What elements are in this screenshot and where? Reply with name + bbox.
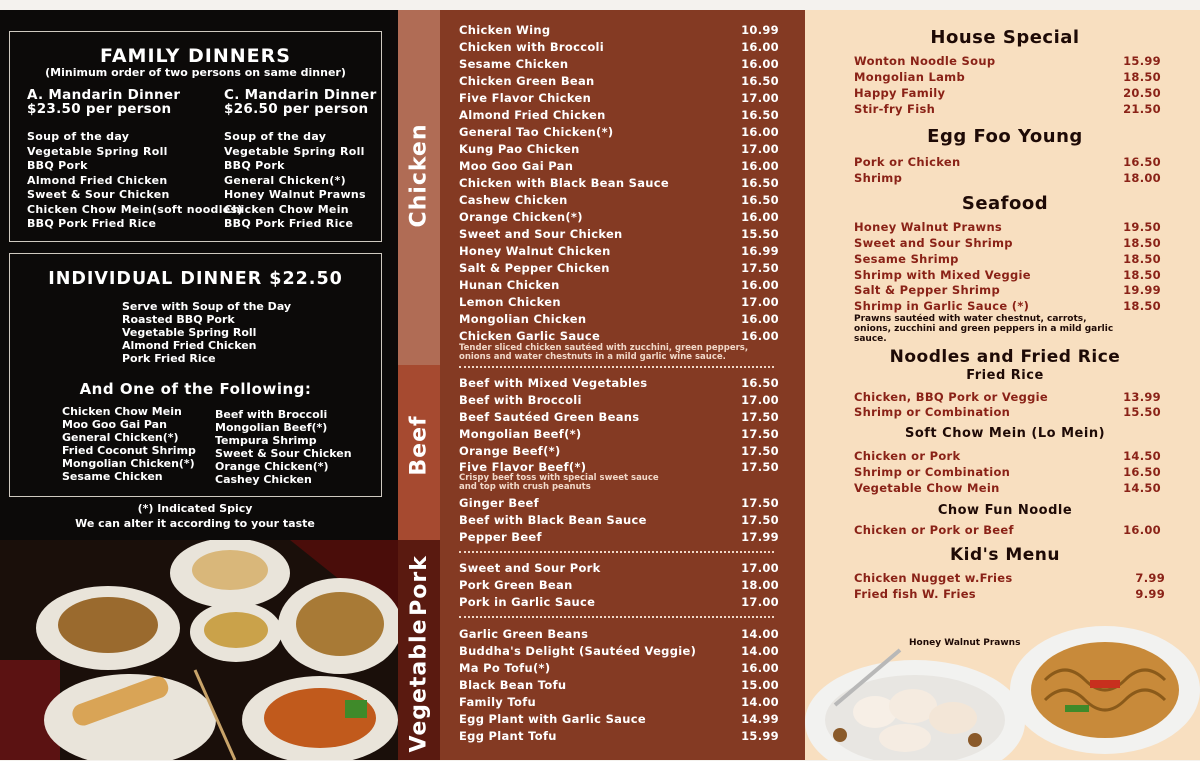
- dinner-a: [27, 88, 243, 232]
- list-item: Almond Fried Chicken: [27, 173, 168, 187]
- menu-item: Honey Walnut Prawns 19.50: [854, 220, 1161, 234]
- dinner-a-name: A. Mandarin Dinner: [27, 87, 181, 103]
- choose-one-heading: And One of the Following:: [79, 380, 312, 398]
- list-item: Mongolian Chicken(*): [62, 457, 195, 470]
- menu-item: Sweet and Sour Shrimp 18.50: [854, 236, 1161, 250]
- section-divider: [459, 366, 774, 368]
- menu-item: Beef with Black Bean Sauce 17.50: [459, 513, 779, 527]
- menu-item: Beef with Broccoli 17.00: [459, 393, 779, 407]
- menu-item: Family Tofu 14.00: [459, 695, 779, 709]
- individual-dinner-box: [9, 253, 382, 497]
- list-item: Beef with Broccoli: [215, 408, 328, 421]
- fried-rice-title: Fried Rice: [966, 368, 1044, 383]
- family-dinners-box: [9, 31, 382, 242]
- menu-item: Happy Family 20.50: [854, 86, 1161, 100]
- seafood-description: Prawns sautéed with water chestnut, carrots, onions, zucchini and green peppers in a mild garlic sauce.: [854, 314, 1114, 344]
- list-item: Tempura Shrimp: [215, 434, 317, 447]
- menu-item: Chicken Wing 10.99: [459, 23, 779, 37]
- chow-mein-title: Soft Chow Mein (Lo Mein): [904, 426, 1106, 441]
- list-item: BBQ Pork: [27, 159, 88, 172]
- menu-item: Vegetable Chow Mein 14.50: [854, 481, 1161, 495]
- menu-item: Honey Walnut Chicken 16.99: [459, 244, 779, 258]
- menu-item: Sweet and Sour Chicken 15.50: [459, 227, 779, 241]
- list-item: BBQ Pork: [224, 159, 285, 172]
- section-divider: [459, 616, 774, 618]
- menu-item: Chicken Green Bean 16.50: [459, 74, 779, 88]
- menu-item: Shrimp 18.00: [854, 171, 1161, 185]
- dinner-a-price: $23.50 per person: [27, 101, 172, 117]
- menu-item: Mongolian Chicken 16.00: [459, 312, 779, 326]
- menu-item: Moo Goo Gai Pan 16.00: [459, 159, 779, 173]
- noodles-title: Noodles and Fried Rice: [889, 347, 1121, 367]
- right-panel: [805, 10, 1200, 760]
- list-item: Sesame Chicken: [62, 470, 163, 483]
- menu-item: Garlic Green Beans 14.00: [459, 627, 779, 641]
- pork-section-label: Pork: [406, 554, 432, 616]
- menu-item: Wonton Noodle Soup 15.99: [854, 54, 1161, 68]
- individual-includes: [122, 300, 291, 365]
- list-item: Orange Chicken(*): [215, 460, 329, 473]
- family-dinners-title: FAMILY DINNERS: [100, 45, 291, 67]
- menu-item: Sweet and Sour Pork 17.00: [459, 561, 779, 575]
- menu-item: Chicken Garlic Sauce 16.00: [459, 329, 779, 343]
- middle-panel: [398, 10, 805, 760]
- menu-item: Beef Sautéed Green Beans 17.50: [459, 410, 779, 424]
- menu-item: Mongolian Lamb 18.50: [854, 70, 1161, 84]
- menu-item: Beef with Mixed Vegetables 16.50: [459, 376, 779, 390]
- choice-list-left: [62, 405, 196, 483]
- menu-item: Five Flavor Beef(*) 17.50: [459, 460, 779, 474]
- menu-item: Lemon Chicken 17.00: [459, 295, 779, 309]
- list-item: BBQ Pork Fried Rice: [224, 217, 354, 230]
- menu-item: Salt & Pepper Shrimp 19.99: [854, 283, 1161, 297]
- menu-item: Buddha's Delight (Sautéed Veggie) 14.00: [459, 644, 779, 658]
- menu-item: Chicken or Pork or Beef 16.00: [854, 523, 1161, 537]
- menu-item: Pork or Chicken 16.50: [854, 155, 1161, 169]
- menu-item: General Tao Chicken(*) 16.00: [459, 125, 779, 139]
- list-item: Vegetable Spring Roll: [27, 144, 168, 158]
- dinner-a-items: [27, 130, 243, 232]
- menu-item: Kung Pao Chicken 17.00: [459, 142, 779, 156]
- individual-dinner-title: INDIVIDUAL DINNER $22.50: [48, 269, 343, 289]
- list-item: Roasted BBQ Pork: [122, 313, 235, 326]
- menu-item: Shrimp with Mixed Veggie 18.50: [854, 268, 1161, 282]
- section-divider: [459, 551, 774, 553]
- menu-item: Egg Plant Tofu 15.99: [459, 729, 779, 743]
- list-item: Fried Coconut Shrimp: [62, 444, 196, 457]
- beef-section-label: Beef: [406, 414, 432, 476]
- chicken-garlic-description: Tender sliced chicken sautéed with zucchini, green peppers, onions and water chestnuts in a mild garlic wine sauce.: [459, 343, 749, 362]
- list-item: Honey Walnut Prawns: [224, 188, 366, 201]
- menu-item: Black Bean Tofu 15.00: [459, 678, 779, 692]
- house-special-title: House Special: [930, 27, 1080, 48]
- menu-item: Pepper Beef 17.99: [459, 530, 779, 544]
- menu-item: Pork Green Bean 18.00: [459, 578, 779, 592]
- menu-item: Chicken, BBQ Pork or Veggie 13.99: [854, 390, 1161, 404]
- menu-item: Egg Plant with Garlic Sauce 14.99: [459, 712, 779, 726]
- seafood-title: Seafood: [961, 193, 1049, 214]
- menu-item: Sesame Chicken 16.00: [459, 57, 779, 71]
- menu-item: Ma Po Tofu(*) 16.00: [459, 661, 779, 675]
- list-item: Chicken Chow Mein: [224, 202, 349, 216]
- spicy-note: (*) Indicated Spicy: [137, 502, 253, 515]
- choice-list-right: [215, 408, 352, 486]
- list-item: Chicken Chow Mein(soft noodles): [27, 202, 243, 216]
- five-flavor-beef-description: Crispy beef toss with special sweet sauce and top with crush peanuts: [459, 473, 659, 492]
- list-item: Cashey Chicken: [215, 473, 312, 486]
- dinner-c: [224, 88, 377, 232]
- photo-caption: Honey Walnut Prawns: [909, 638, 1021, 648]
- list-item: General Chicken(*): [62, 431, 179, 444]
- menu-item: Chicken Nugget w.Fries 7.99: [854, 571, 1165, 585]
- list-item: Sweet & Sour Chicken: [27, 188, 170, 201]
- menu-item: Orange Beef(*) 17.50: [459, 444, 779, 458]
- menu-item: Stir-fry Fish 21.50: [854, 102, 1161, 116]
- kids-menu-title: Kid's Menu: [949, 545, 1061, 565]
- menu-item: Ginger Beef 17.50: [459, 496, 779, 510]
- list-item: Soup of the day: [27, 130, 130, 143]
- list-item: Vegetable Spring Roll: [224, 144, 365, 158]
- menu-item: Sesame Shrimp 18.50: [854, 252, 1161, 266]
- list-item: Soup of the day: [224, 130, 327, 143]
- egg-foo-young-title: Egg Foo Young: [927, 126, 1083, 147]
- menu-item: Chicken or Pork 14.50: [854, 449, 1161, 463]
- menu-item: Shrimp or Combination 15.50: [854, 405, 1161, 419]
- menu-item: Shrimp in Garlic Sauce (*) 18.50: [854, 299, 1161, 313]
- left-panel: [0, 10, 398, 760]
- menu-item: Fried fish W. Fries 9.99: [854, 587, 1165, 601]
- list-item: General Chicken(*): [224, 173, 346, 187]
- family-dinners-subtitle: (Minimum order of two persons on same dinner): [45, 66, 346, 79]
- menu-item: Five Flavor Chicken 17.00: [459, 91, 779, 105]
- list-item: Moo Goo Gai Pan: [62, 418, 167, 431]
- list-item: Mongolian Beef(*): [215, 421, 328, 434]
- menu-item: Chicken with Broccoli 16.00: [459, 40, 779, 54]
- menu-item: Salt & Pepper Chicken 17.50: [459, 261, 779, 275]
- menu-item: Hunan Chicken 16.00: [459, 278, 779, 292]
- dinner-c-items: [224, 130, 377, 232]
- chow-fun-title: Chow Fun Noodle: [937, 503, 1073, 518]
- menu-item: Almond Fried Chicken 16.50: [459, 108, 779, 122]
- menu-item: Pork in Garlic Sauce 17.00: [459, 595, 779, 609]
- list-item: Serve with Soup of the Day: [122, 300, 292, 313]
- food-photo-left: [0, 540, 398, 760]
- menu-item: Chicken with Black Bean Sauce 16.50: [459, 176, 779, 190]
- dinner-c-price: $26.50 per person: [224, 101, 369, 117]
- list-item: Pork Fried Rice: [122, 352, 216, 365]
- menu-item: Mongolian Beef(*) 17.50: [459, 427, 779, 441]
- list-item: Chicken Chow Mein: [62, 405, 182, 418]
- dinner-c-name: C. Mandarin Dinner: [224, 87, 377, 103]
- list-item: Almond Fried Chicken: [122, 339, 257, 352]
- list-item: BBQ Pork Fried Rice: [27, 217, 157, 230]
- menu-item: Shrimp or Combination 16.50: [854, 465, 1161, 479]
- chicken-section-label: Chicken: [406, 122, 432, 228]
- menu-item: Orange Chicken(*) 16.00: [459, 210, 779, 224]
- list-item: Sweet & Sour Chicken: [215, 447, 352, 460]
- food-photo-right: [805, 610, 1200, 760]
- list-item: Vegetable Spring Roll: [122, 326, 257, 339]
- alter-note: We can alter it according to your taste: [75, 517, 315, 530]
- vegetable-section-label: Vegetable: [406, 618, 432, 752]
- menu-item: Cashew Chicken 16.50: [459, 193, 779, 207]
